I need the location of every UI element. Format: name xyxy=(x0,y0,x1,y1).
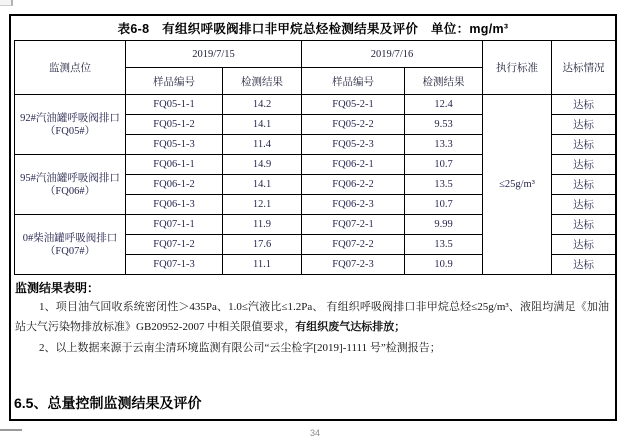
point-cell xyxy=(15,95,126,155)
notes-heading: 监测结果表明： xyxy=(15,281,100,295)
result-cell: 10.9 xyxy=(405,255,483,275)
sample-no-cell: FQ05-1-1 xyxy=(126,95,223,115)
point-cell xyxy=(15,215,126,275)
result-cell: 10.7 xyxy=(405,195,483,215)
sample-no-cell: FQ06-2-2 xyxy=(302,175,405,195)
sample-no-cell: FQ07-2-3 xyxy=(302,255,405,275)
compliance-cell: 达标 xyxy=(552,155,616,175)
sample-no-cell: FQ05-2-1 xyxy=(302,95,405,115)
result-cell: 11.1 xyxy=(223,255,302,275)
col-header-standard: 执行标准 xyxy=(483,41,552,95)
sample-no-cell: FQ06-2-1 xyxy=(302,155,405,175)
result-cell: 13.5 xyxy=(405,175,483,195)
notes-section xyxy=(11,279,615,358)
table-title: 表6-8 有组织呼吸阀排口非甲烷总烃检测结果及评价 单位：mg/m³ xyxy=(117,22,509,36)
note-item-2: 2、以上数据来源于云南尘清环境监测有限公司“云尘检字[2019]-1111 号”检测报告； xyxy=(39,342,441,354)
point-cell xyxy=(15,155,126,215)
result-cell: 12.1 xyxy=(223,195,302,215)
sample-no-cell: FQ07-2-1 xyxy=(302,215,405,235)
standard-value-cell: ≤25g/m³ xyxy=(483,95,552,275)
point-code: （FQ07#） xyxy=(44,245,96,257)
col-header-date1: 2019/7/15 xyxy=(126,41,302,68)
point-name: 95#汽油罐呼吸阀排口 xyxy=(20,172,120,184)
sample-no-cell: FQ05-2-3 xyxy=(302,135,405,155)
table-row xyxy=(15,95,616,115)
page-edge-artifact-top xyxy=(0,0,13,6)
point-name: 92#汽油罐呼吸阀排口 xyxy=(20,112,120,124)
note-item-1-text: 1、项目油气回收系统密闭性＞435Pa、1.0≤汽液比≤1.2Pa、 有组织呼吸阀排口非甲烷总烃≤25g/m³、液阻均满足《加油站大气污染物排放标准》GB20952-2007 中相关限值要求， xyxy=(15,301,609,333)
section-heading-6-5: 6.5、总量控制监测结果及评价 xyxy=(14,395,202,411)
result-cell: 14.2 xyxy=(223,95,302,115)
compliance-cell: 达标 xyxy=(552,175,616,195)
result-cell: 14.9 xyxy=(223,155,302,175)
sample-no-cell: FQ06-1-1 xyxy=(126,155,223,175)
note-item-1 xyxy=(15,297,609,337)
result-cell: 13.3 xyxy=(405,135,483,155)
col-header-point: 监测点位 xyxy=(15,41,126,95)
sample-no-cell: FQ06-1-2 xyxy=(126,175,223,195)
result-cell: 9.53 xyxy=(405,115,483,135)
col-subheader-sample-no-1: 样品编号 xyxy=(126,68,223,95)
sample-no-cell: FQ07-1-3 xyxy=(126,255,223,275)
sample-no-cell: FQ05-1-3 xyxy=(126,135,223,155)
sample-no-cell: FQ07-1-2 xyxy=(126,235,223,255)
point-code: （FQ06#） xyxy=(44,185,96,197)
point-name: 0#柴油罐呼吸阀排口 xyxy=(22,232,118,244)
result-cell: 14.1 xyxy=(223,115,302,135)
results-table xyxy=(14,40,616,275)
col-subheader-sample-no-2: 样品编号 xyxy=(302,68,405,95)
sample-no-cell: FQ06-1-3 xyxy=(126,195,223,215)
result-cell: 13.5 xyxy=(405,235,483,255)
sample-no-cell: FQ07-2-2 xyxy=(302,235,405,255)
result-cell: 12.4 xyxy=(405,95,483,115)
header-row-1 xyxy=(15,41,616,68)
sample-no-cell: FQ05-2-2 xyxy=(302,115,405,135)
result-cell: 11.4 xyxy=(223,135,302,155)
result-cell: 11.9 xyxy=(223,215,302,235)
col-header-compliance: 达标情况 xyxy=(552,41,616,95)
result-cell: 17.6 xyxy=(223,235,302,255)
page-number: 34 xyxy=(309,428,320,438)
result-cell: 10.7 xyxy=(405,155,483,175)
compliance-cell: 达标 xyxy=(552,255,616,275)
col-subheader-result-2: 检测结果 xyxy=(405,68,483,95)
compliance-cell: 达标 xyxy=(552,115,616,135)
document-content-box xyxy=(9,14,617,421)
compliance-cell: 达标 xyxy=(552,215,616,235)
sample-no-cell: FQ07-1-1 xyxy=(126,215,223,235)
result-cell: 14.1 xyxy=(223,175,302,195)
sample-no-cell: FQ05-1-2 xyxy=(126,115,223,135)
sample-no-cell: FQ06-2-3 xyxy=(302,195,405,215)
compliance-cell: 达标 xyxy=(552,195,616,215)
col-subheader-result-1: 检测结果 xyxy=(223,68,302,95)
compliance-cell: 达标 xyxy=(552,235,616,255)
point-code: （FQ05#） xyxy=(44,125,96,137)
col-header-date2: 2019/7/16 xyxy=(302,41,483,68)
compliance-cell: 达标 xyxy=(552,135,616,155)
note-item-1-bold: 有组织废气达标排放； xyxy=(295,321,406,333)
compliance-cell: 达标 xyxy=(552,95,616,115)
result-cell: 9.99 xyxy=(405,215,483,235)
